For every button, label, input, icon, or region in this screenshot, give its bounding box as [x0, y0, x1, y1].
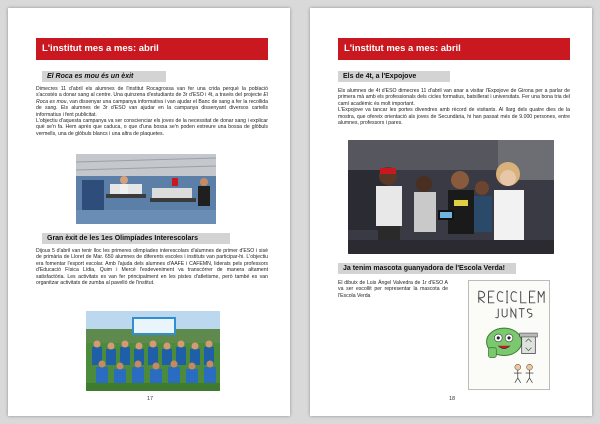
page-number: 18 — [449, 396, 456, 402]
article-paragraph: Els alumnes de 4t d'ESO dimecres 11 d'abril van anar a visitar l'Expojove de Girona per a parlar de primera mà amb els professionals dels cicles formatius, batxillerat i universitats. Fer una bona tria del camí acadèmic és molt important. — [338, 88, 570, 107]
page-number: 17 — [147, 396, 154, 402]
article-paragraph: L'objectiu d'aquesta campanya va ser conscienciar els joves de la necessitat de donar sang i explicar què se'n fa. Hem après que caduca, o que d'una bossa se'n poden extreure una bossa de glòbuls vermells, una de glòbuls blancs i una altra de plaquetes. — [36, 118, 268, 137]
page-17 — [8, 8, 290, 416]
article-paragraph: Dimecres 11 d'abril els alumnes de l'institut Rocagrossa van fer una crida perquè la població s'acostés a donar sang al centre. Una quinzena d'estudiants de 3r d'ESO i 4t, a través del projecte El Roca es mou, van dissenyar una campanya informativa i van ajudar el Banc de sang a fer la recollida de sang. Els alumnes de 3r d'ESO van ajudar en la campanya dissenyant diversos cartells informatius i fent publicitat. — [36, 86, 269, 118]
page-banner: L'institut mes a mes: abril — [36, 38, 268, 60]
section-heading-roca-es-mou: El Roca es mou és un èxit — [42, 71, 166, 82]
olympics-group-photo — [86, 311, 220, 391]
section-heading-expojove: Els de 4t, a l'Expojove — [338, 71, 450, 82]
section-heading-olimpiades: Gran èxit de les 1es Olimpíades Interescolars — [42, 233, 230, 244]
page-18 — [310, 8, 592, 416]
blood-donation-photo — [76, 154, 216, 224]
expojove-photo — [348, 140, 554, 254]
expojove-article — [338, 88, 570, 126]
article-paragraph: Dijous 5 d'abril van tenir lloc les primeres olimpíades interescolars d'alumnes de primer d'ESO i sisè de primària de Lloret de Mar. 650 alumnes de diferents escoles i instituts van participar-hi. L'objectiu era fomentar l'esport escolar. Amb l'ajuda dels alumnes d'AAFE i CAFEMN, liderats pels professors d'Educació Física Lídia, Quim i Mercè l'esdeveniment va transcórrer de manera altament satisfactòria. Les activitats es van fer principalment en les pistes d'atletisme, però també es van organitzar activitats de zumba al pavelló de l'institut. — [36, 248, 268, 287]
section-heading-mascota: Ja tenim mascota guanyadora de l'Escola Verda! — [338, 263, 516, 274]
mascota-article — [338, 280, 448, 299]
roca-es-mou-article — [36, 86, 268, 137]
article-paragraph: L'Expojove va tancar les portes divendres amb rècord de visitants. Al llarg dels quatre dies de la mostra, que ofereix orientació als joves de Secundària, hi han passat més de 9.000 persones, entre alumnes, professors i pares. — [338, 107, 570, 127]
olimpiades-article — [36, 248, 268, 286]
page-banner: L'institut mes a mes: abril — [338, 38, 570, 60]
article-paragraph: El dibuix de Luis Ángel Valvedra de 1r d'ESO A va ser escollit per representar la mascota de l'Escola Verda — [338, 280, 448, 299]
mascot-drawing — [468, 280, 550, 390]
